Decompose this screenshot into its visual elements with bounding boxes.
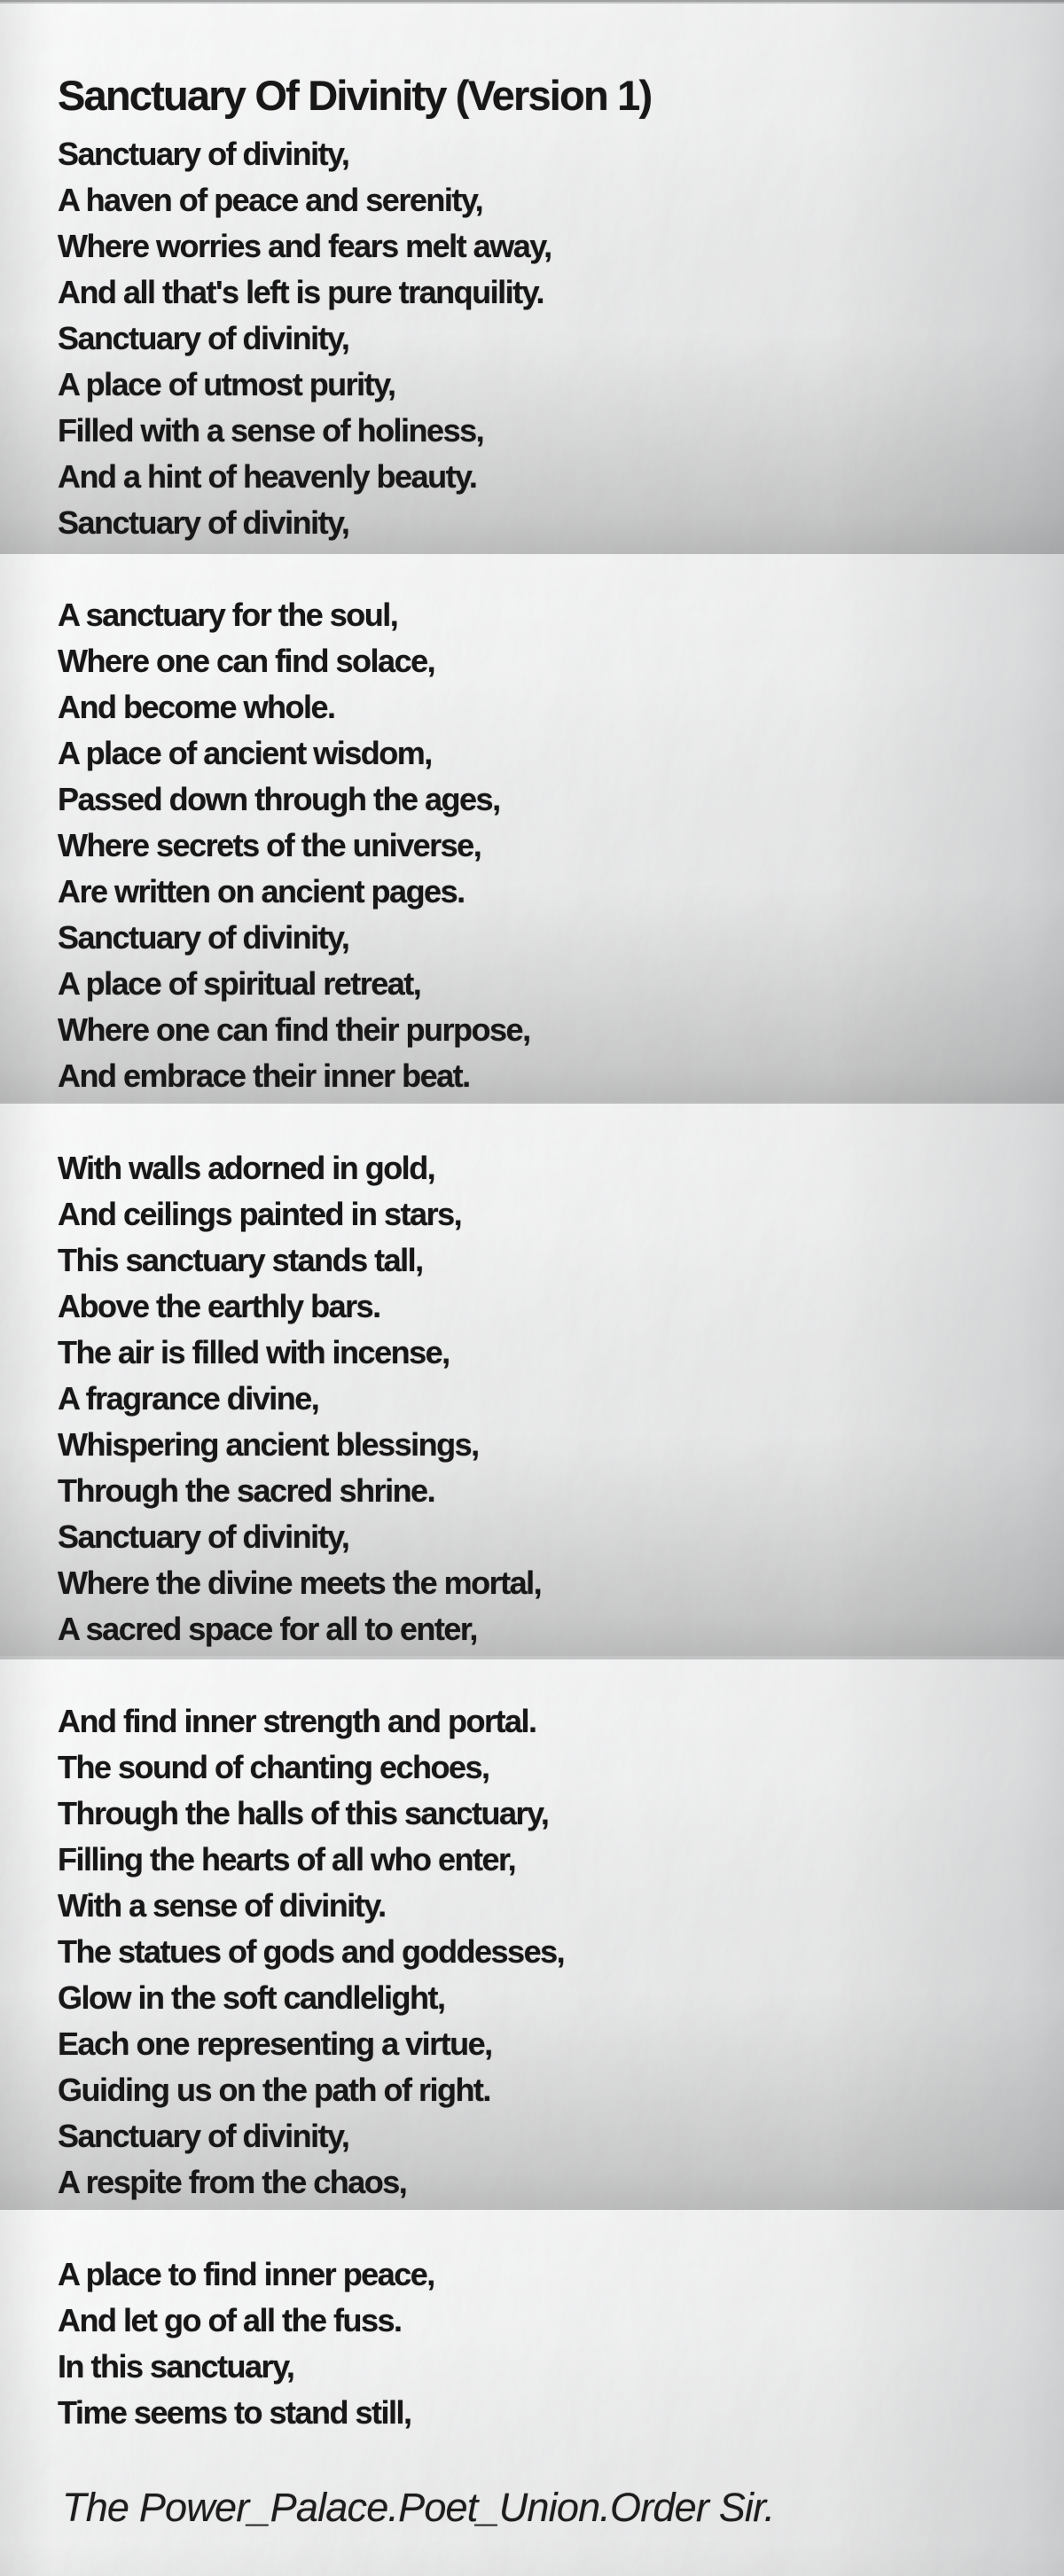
poem-line: And find inner strength and portal. — [58, 1703, 536, 1739]
poem-line: Filled with a sense of holiness, — [58, 412, 484, 449]
poem-line: Through the sacred shrine. — [58, 1472, 435, 1509]
poem-body — [58, 131, 564, 2482]
poem-line: Above the earthly bars. — [58, 1288, 380, 1324]
poem-line: A fragrance divine, — [58, 1380, 319, 1417]
poem-line: Where one can find solace, — [58, 643, 435, 679]
poem-line: And a hint of heavenly beauty. — [58, 458, 477, 495]
stanza — [58, 131, 564, 546]
poem-line: A place to find inner peace, — [58, 2256, 434, 2292]
poem-author: The Power_Palace.Poet_Union.Order Sir. — [62, 2485, 775, 2530]
poem-line: A place of ancient wisdom, — [58, 735, 432, 771]
poem-line: And embrace their inner beat. — [58, 1058, 470, 1094]
poem-title: Sanctuary Of Divinity (Version 1) — [58, 72, 652, 120]
poem-line: And all that's left is pure tranquility. — [58, 274, 544, 310]
poem-line: A respite from the chaos, — [58, 2164, 407, 2200]
poem-line: Sanctuary of divinity, — [58, 136, 349, 172]
poem-line: The air is filled with incense, — [58, 1334, 450, 1370]
poem-line: This sanctuary stands tall, — [58, 1242, 423, 1278]
poem-line: Where secrets of the universe, — [58, 827, 481, 863]
poem-line: Sanctuary of divinity, — [58, 919, 349, 956]
poem-line: Passed down through the ages, — [58, 781, 500, 817]
stanza — [58, 592, 564, 1099]
poem-line: In this sanctuary, — [58, 2348, 294, 2385]
poem-line: A haven of peace and serenity, — [58, 182, 483, 218]
stanza — [58, 1698, 564, 2205]
poem-line: The statues of gods and goddesses, — [58, 1933, 565, 1970]
poem-line: Sanctuary of divinity, — [58, 2118, 349, 2154]
poem-line: Sanctuary of divinity, — [58, 504, 349, 541]
poem-line: A sacred space for all to enter, — [58, 1611, 477, 1647]
poem-line: And become whole. — [58, 689, 335, 725]
poem-line: Filling the hearts of all who enter, — [58, 1841, 516, 1877]
poem-line: Are written on ancient pages. — [58, 873, 465, 909]
poem-line: A place of utmost purity, — [58, 366, 395, 402]
poem-line: Sanctuary of divinity, — [58, 1518, 349, 1555]
poem-line: Whispering ancient blessings, — [58, 1426, 479, 1463]
poem-line: The sound of chanting echoes, — [58, 1749, 489, 1785]
poem-line: Where one can find their purpose, — [58, 1011, 530, 1048]
poem-line: Where the divine meets the mortal, — [58, 1565, 542, 1601]
stanza — [58, 2252, 564, 2436]
poem-line: And let go of all the fuss. — [58, 2302, 402, 2338]
poem-line: Guiding us on the path of right. — [58, 2072, 490, 2108]
poem-line: With walls adorned in gold, — [58, 1150, 435, 1186]
poem-line: Each one representing a virtue, — [58, 2026, 492, 2062]
poem-line: Time seems to stand still, — [58, 2394, 411, 2431]
poem-line: A sanctuary for the soul, — [58, 597, 398, 633]
poem-line: Where worries and fears melt away, — [58, 228, 552, 264]
stanza — [58, 1145, 564, 1652]
left-edge-shadow — [0, 0, 53, 2576]
poem-line: A place of spiritual retreat, — [58, 965, 421, 1002]
poem-line: With a sense of divinity. — [58, 1887, 386, 1924]
poem-line: And ceilings painted in stars, — [58, 1196, 462, 1232]
poem-line: Through the halls of this sanctuary, — [58, 1795, 549, 1831]
poem-line: Glow in the soft candlelight, — [58, 1979, 445, 2016]
poem-line: Sanctuary of divinity, — [58, 320, 349, 356]
